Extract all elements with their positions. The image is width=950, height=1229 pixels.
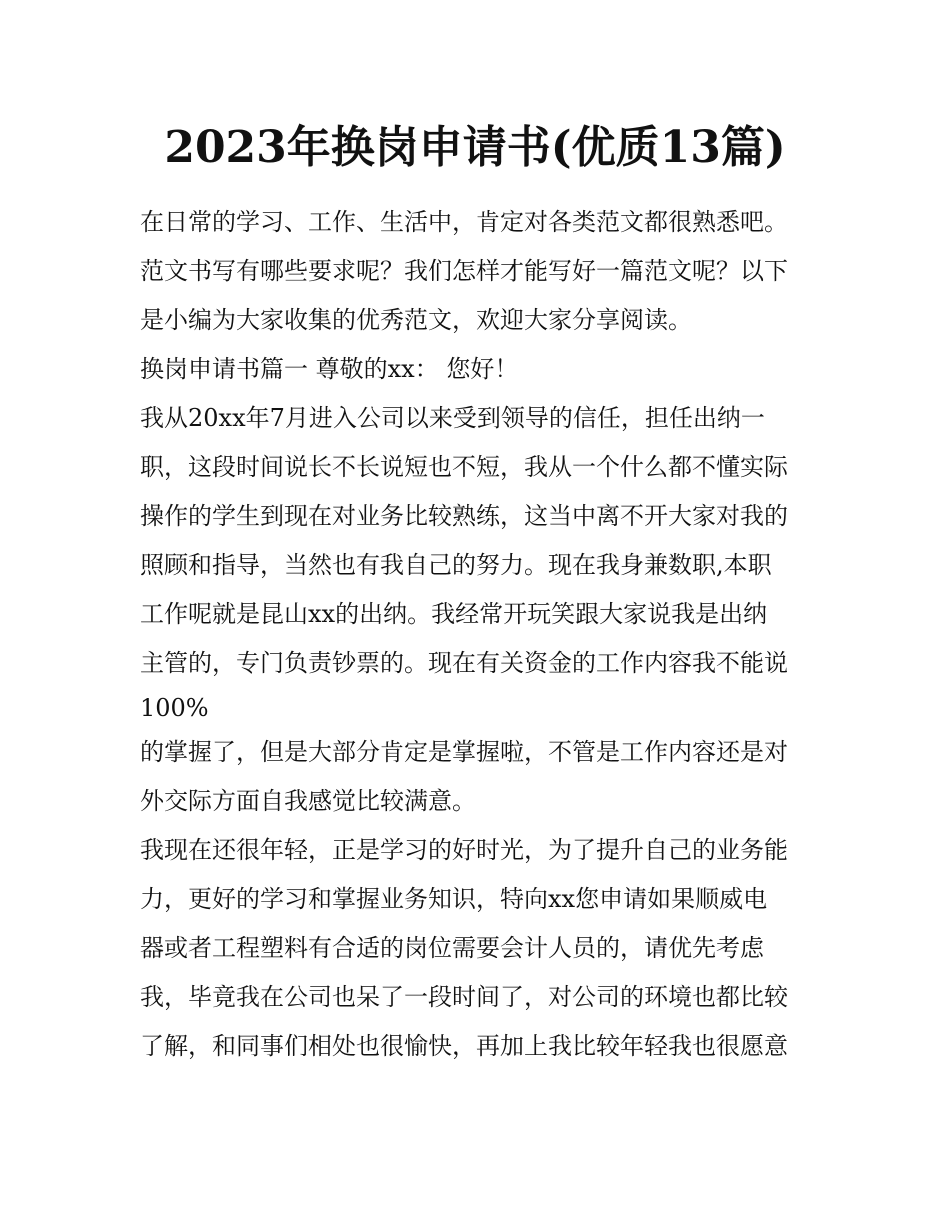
body-line: 了解，和同事们相处也很愉快，再加上我比较年轻我也很愿意 — [140, 1032, 788, 1060]
body-line: 力，更好的学习和掌握业务知识，特向xx您申请如果顺威电 — [140, 885, 768, 913]
body-line: 我从20xx年7月进入公司以来受到领导的信任，担任出纳一 — [140, 404, 765, 432]
body-line: 100% — [140, 694, 209, 722]
body-line: 主管的，专门负责钞票的。现在有关资金的工作内容我不能说 — [140, 649, 788, 677]
body-line: 是小编为大家收集的优秀范文，欢迎大家分享阅读。 — [140, 306, 692, 334]
body-line: 照顾和指导，当然也有我自己的努力。现在我身兼数职,本职 — [140, 551, 772, 579]
body-line: 器或者工程塑料有合适的岗位需要会计人员的，请优先考虑 — [140, 934, 764, 962]
body-line: 我，毕竟我在公司也呆了一段时间了，对公司的环境也都比较 — [140, 983, 788, 1011]
body-line: 在日常的学习、工作、生活中，肯定对各类范文都很熟悉吧。 — [140, 208, 788, 236]
body-line: 范文书写有哪些要求呢？我们怎样才能写好一篇范文呢？以下 — [140, 257, 788, 285]
body-line: 的掌握了，但是大部分肯定是掌握啦，不管是工作内容还是对 — [140, 738, 788, 766]
document-body — [140, 198, 820, 1071]
body-line: 我现在还很年轻，正是学习的好时光，为了提升自己的业务能 — [140, 836, 788, 864]
body-line: 职，这段时间说长不长说短也不短，我从一个什么都不懂实际 — [140, 453, 788, 481]
body-line: 工作呢就是昆山xx的出纳。我经常开玩笑跟大家说我是出纳 — [140, 600, 768, 628]
body-line: 操作的学生到现在对业务比较熟练，这当中离不开大家对我的 — [140, 502, 788, 530]
section-heading: 换岗申请书篇一 尊敬的xx： 您好！ — [140, 355, 519, 383]
body-line: 外交际方面自我感觉比较满意。 — [140, 787, 476, 815]
document-title: 2023年换岗申请书(优质13篇) — [164, 122, 786, 173]
